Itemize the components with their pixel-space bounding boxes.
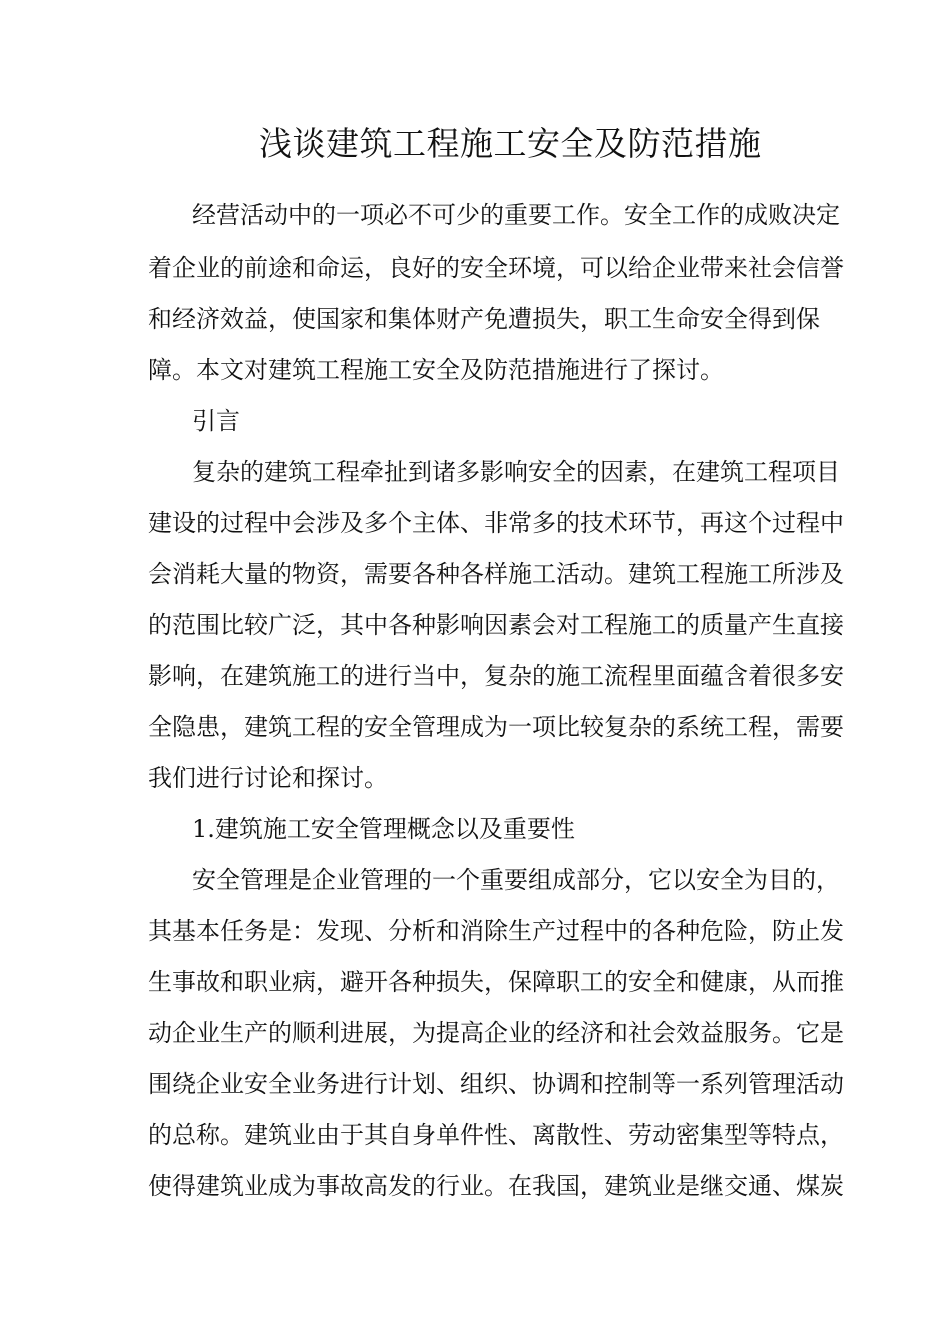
paragraph-line: 着企业的前途和命运，良好的安全环境，可以给企业带来社会信誉 (148, 254, 844, 282)
paragraph-line: 的总称。建筑业由于其自身单件性、离散性、劳动密集型等特点， (148, 1121, 844, 1149)
paragraph-line: 障。本文对建筑工程施工安全及防范措施进行了探讨。 (148, 356, 724, 384)
paragraph-line: 建设的过程中会涉及多个主体、非常多的技术环节，再这个过程中 (148, 509, 844, 537)
section-heading-intro: 引言 (192, 407, 240, 435)
paragraph-line: 生事故和职业病，避开各种损失，保障职工的安全和健康，从而推 (148, 968, 844, 996)
paragraph-line: 其基本任务是：发现、分析和消除生产过程中的各种危险，防止发 (148, 917, 844, 945)
paragraph-line: 我们进行讨论和探讨。 (148, 764, 388, 792)
paragraph-line: 使得建筑业成为事故高发的行业。在我国，建筑业是继交通、煤炭 (148, 1172, 844, 1200)
section-heading-1: 1.建筑施工安全管理概念以及重要性 (192, 815, 575, 843)
paragraph-line: 和经济效益，使国家和集体财产免遭损失，职工生命安全得到保 (148, 305, 820, 333)
paragraph-line: 动企业生产的顺利进展，为提高企业的经济和社会效益服务。它是 (148, 1019, 844, 1047)
paragraph-line: 影响，在建筑施工的进行当中，复杂的施工流程里面蕴含着很多安 (148, 662, 844, 690)
paragraph-line: 经营活动中的一项必不可少的重要工作。安全工作的成败决定 (192, 201, 840, 229)
paragraph-line: 全隐患，建筑工程的安全管理成为一项比较复杂的系统工程，需要 (148, 713, 844, 741)
document-title: 浅谈建筑工程施工安全及防范措施 (259, 124, 762, 163)
paragraph-line: 安全管理是企业管理的一个重要组成部分，它以安全为目的， (192, 866, 840, 894)
paragraph-line: 会消耗大量的物资，需要各种各样施工活动。建筑工程施工所涉及 (148, 560, 844, 588)
paragraph-line: 的范围比较广泛，其中各种影响因素会对工程施工的质量产生直接 (148, 611, 844, 639)
paragraph-line: 复杂的建筑工程牵扯到诸多影响安全的因素，在建筑工程项目 (192, 458, 840, 486)
paragraph-line: 围绕企业安全业务进行计划、组织、协调和控制等一系列管理活动 (148, 1070, 844, 1098)
